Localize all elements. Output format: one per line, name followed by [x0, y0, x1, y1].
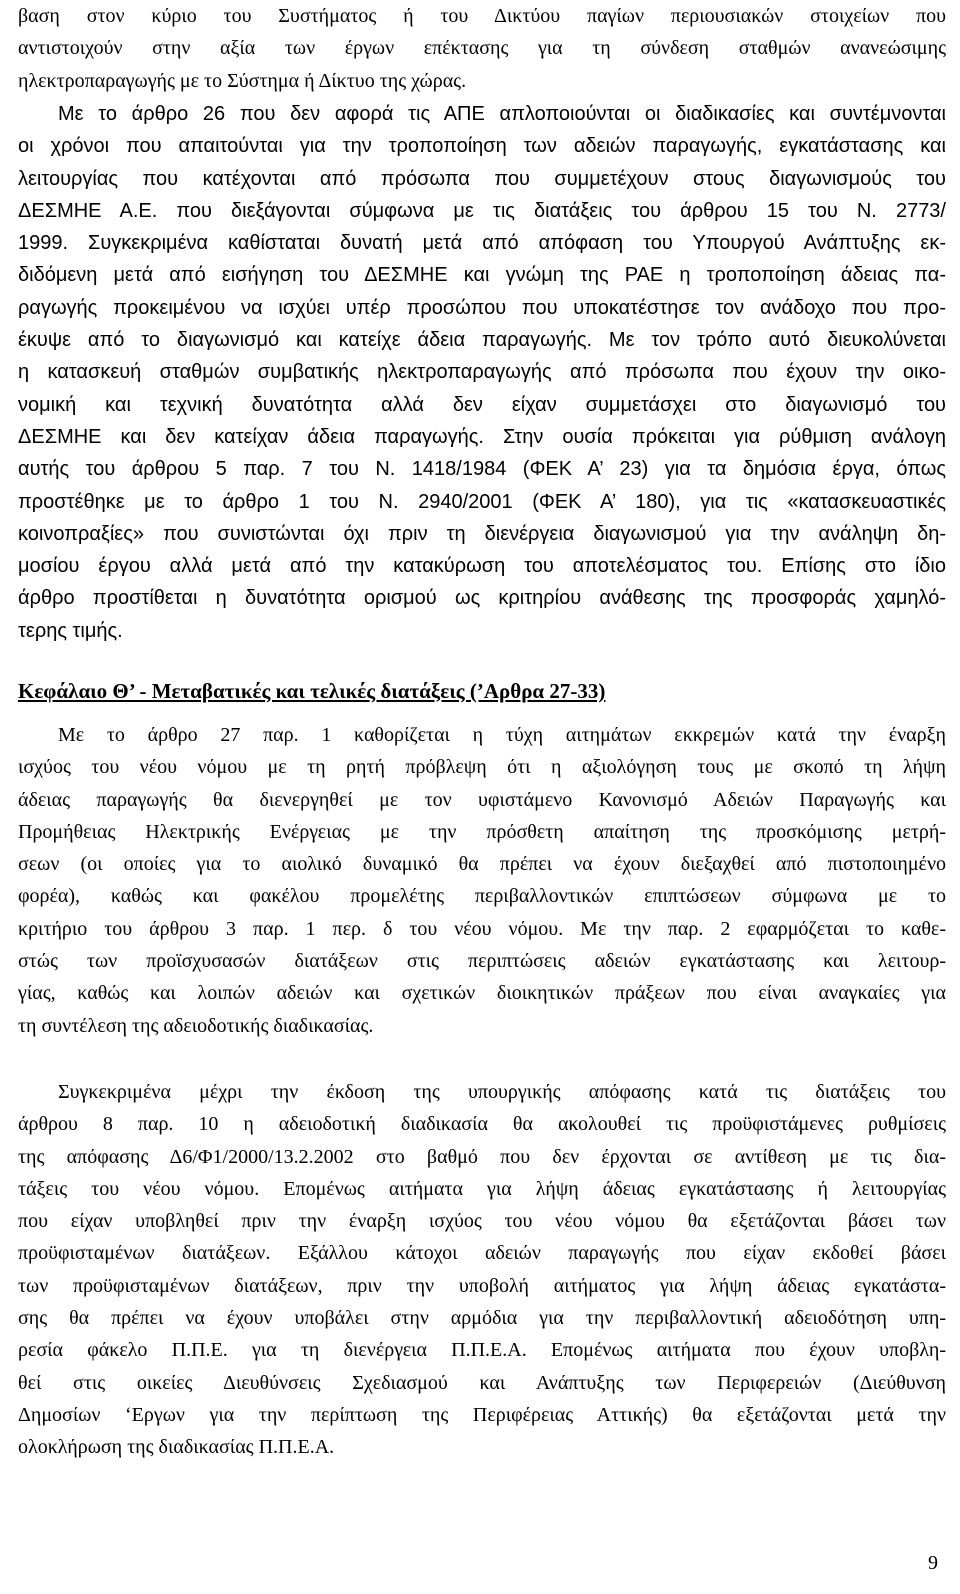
- text-line: σης θα πρέπει να έχουν υποβάλει στην αρμόδια για την περιβαλλοντική αδειοδότηση υπη-: [18, 1307, 946, 1330]
- text-line: ισχύος του νέου νόμου με τη ρητή πρόβλεψη ότι η αξιολόγηση τους με σκοπό τη λήψη: [18, 756, 946, 779]
- text-line: Δημοσίων ‘Εργων για την περίπτωση της Περιφέρειας Αττικής) θα εξετάζονται μετά την: [18, 1403, 946, 1426]
- text-line: ρεσία φάκελο Π.Π.Ε. για τη διενέργεια Π.Π.Ε.Α. Επομένως αιτήματα που έχουν υποβλη-: [18, 1339, 946, 1362]
- text-line: λειτουργίας που κατέχονται από πρόσωπα που συμμετέχουν στους διαγωνισμούς του: [18, 167, 946, 190]
- text-line: θεί στις οικείες Διευθύνσεις Σχεδιασμού και Ανάπτυξης των Περιφερειών (Διεύθυνση: [18, 1371, 946, 1394]
- page-number: 9: [928, 1552, 938, 1574]
- paragraph-3: [18, 719, 946, 1042]
- text-line: των προϋφισταμένων διατάξεων, πριν την υποβολή αιτήματος για λήψη άδειας εγκατάστα-: [18, 1274, 946, 1297]
- text-line: νομική και τεχνική δυνατότητα αλλά δεν είχαν συμμετάσχει στο διαγωνισμό του: [18, 393, 946, 416]
- text-line: μοσίου έργου αλλά μετά από την κατακύρωση του αποτελέσματος του. Επίσης στο ίδιο: [18, 555, 946, 578]
- text-line: έκυψε από το διαγωνισμό και κατείχε άδεια παραγωγής. Με τον τρόπο αυτό διευκολύνεται: [18, 329, 946, 352]
- text-line: ΔΕΣΜΗΕ και δεν κατείχαν άδεια παραγωγής. Στην ουσία πρόκειται για ρύθμιση ανάλογη: [18, 425, 946, 448]
- text-line: Με το άρθρο 27 παρ. 1 καθορίζεται η τύχη αιτημάτων εκκρεμών κατά την έναρξη: [58, 724, 946, 746]
- text-line: της απόφασης Δ6/Φ1/2000/13.2.2002 στο βαθμό που δεν έρχονται σε αντίθεση με τις δια-: [18, 1145, 946, 1168]
- chapter-heading: Κεφάλαιο Θ’ - Μεταβατικές και τελικές διατάξεις (’Αρθρα 27-33): [18, 679, 606, 703]
- text-line: Με το άρθρο 26 που δεν αφορά τις ΑΠΕ απλοποιούνται οι διαδικασίες και συντέμνονται: [58, 103, 946, 125]
- text-line: κοινοπραξίες» που συνιστώνται όχι πριν τη διενέργεια διαγωνισμού για την ανάληψη δη-: [18, 522, 946, 545]
- text-line: τερης τιμής.: [18, 619, 123, 642]
- text-line: ολοκλήρωση της διαδικασίας Π.Π.Ε.Α.: [18, 1436, 335, 1459]
- text-line: ηλεκτροπαραγωγής με το Σύστημα ή Δίκτυο της χώρας.: [18, 69, 467, 92]
- text-line: στώς των προϊσχυσασών διατάξεων στις περιπτώσεις αδειών εγκατάστασης και λειτουρ-: [18, 950, 946, 973]
- text-line: τάξεις του νέου νόμου. Επομένως αιτήματα για λήψη άδειας εγκατάστασης ή λειτουργίας: [18, 1177, 946, 1200]
- text-line: άδειας παραγωγής θα διενεργηθεί με τον υφιστάμενο Κανονισμό Αδειών Παραγωγής και: [18, 788, 946, 811]
- text-line: ραγωγής προκειμένου να ισχύει υπέρ προσώπου που υποκατέστησε τον ανάδοχο που προ-: [18, 296, 946, 319]
- text-line: γίας, καθώς και λοιπών αδειών και σχετικών διοικητικών πράξεων που είναι αναγκαίες για: [18, 982, 946, 1005]
- text-line: αντιστοιχούν στην αξία των έργων επέκτασης για τη σύνδεση σταθμών ανανεώσιμης: [18, 37, 946, 60]
- text-line: προστέθηκε με το άρθρο 1 του Ν. 2940/2001 (ΦΕΚ Α’ 180), για τις «κατασκευαστικές: [18, 490, 946, 513]
- text-line: σεων (οι οποίες για το αιολικό δυναμικό θα πρέπει να έχουν διεξαχθεί από πιστοποιημένο: [18, 853, 946, 876]
- text-line: οι χρόνοι που απαιτούνται για την τροποποίηση των αδειών παραγωγής, εγκατάστασης και: [18, 135, 946, 158]
- text-line: αυτής του άρθρου 5 παρ. 7 του Ν. 1418/1984 (ΦΕΚ Α’ 23) για τα δημόσια έργα, όπως: [18, 458, 946, 481]
- text-line: κριτήριο του άρθρου 3 παρ. 1 περ. δ του νέου νόμου. Με την παρ. 2 εφαρμόζεται το καθε-: [18, 917, 946, 940]
- text-line: Προμήθειας Ηλεκτρικής Ενέργειας με την πρόσθετη απαίτηση της προσκόμισης μετρή-: [18, 820, 946, 843]
- paragraph-4: [18, 1076, 946, 1464]
- text-line: η κατασκευή σταθμών συμβατικής ηλεκτροπαραγωγής από πρόσωπα που έχουν την οικο-: [18, 361, 946, 384]
- text-line: άρθρου 8 παρ. 10 η αδειοδοτική διαδικασία θα ακολουθεί τις προϋφιστάμενες ρυθμίσεις: [18, 1113, 946, 1136]
- text-line: διδόμενη μετά από εισήγηση του ΔΕΣΜΗΕ και γνώμη της ΡΑΕ η τροποποίηση άδειας πα-: [18, 264, 946, 287]
- text-line: Συγκεκριμένα μέχρι την έκδοση της υπουργικής απόφασης κατά τις διατάξεις του: [58, 1081, 946, 1103]
- text-line: που είχαν υποβληθεί πριν την έναρξη ισχύος του νέου νόμου θα εξετάζονται βάσει των: [18, 1210, 946, 1233]
- paragraph-2: [18, 98, 946, 647]
- paragraph-1: [18, 0, 946, 97]
- text-line: τη συντέλεση της αδειοδοτικής διαδικασίας.: [18, 1014, 374, 1037]
- text-line: φορέα), καθώς και φακέλου προμελέτης περιβαλλοντικών επιπτώσεων σύμφωνα με το: [18, 885, 946, 908]
- text-line: 1999. Συγκεκριμένα καθίσταται δυνατή μετά από απόφαση του Υπουργού Ανάπτυξης εκ-: [18, 232, 946, 255]
- text-line: βαση στον κύριο του Συστήματος ή του Δικτύου παγίων περιουσιακών στοιχείων που: [18, 5, 946, 27]
- text-line: ΔΕΣΜΗΕ Α.Ε. που διεξάγονται σύμφωνα με τις διατάξεις του άρθρου 15 του Ν. 2773/: [18, 199, 946, 222]
- text-line: άρθρο προστίθεται η δυνατότητα ορισμού ως κριτηρίου ανάθεσης της προσφοράς χαμηλό-: [18, 587, 946, 610]
- text-line: προϋφισταμένων διατάξεων. Εξάλλου κάτοχοι αδειών παραγωγής που είχαν εκδοθεί βάσει: [18, 1242, 946, 1265]
